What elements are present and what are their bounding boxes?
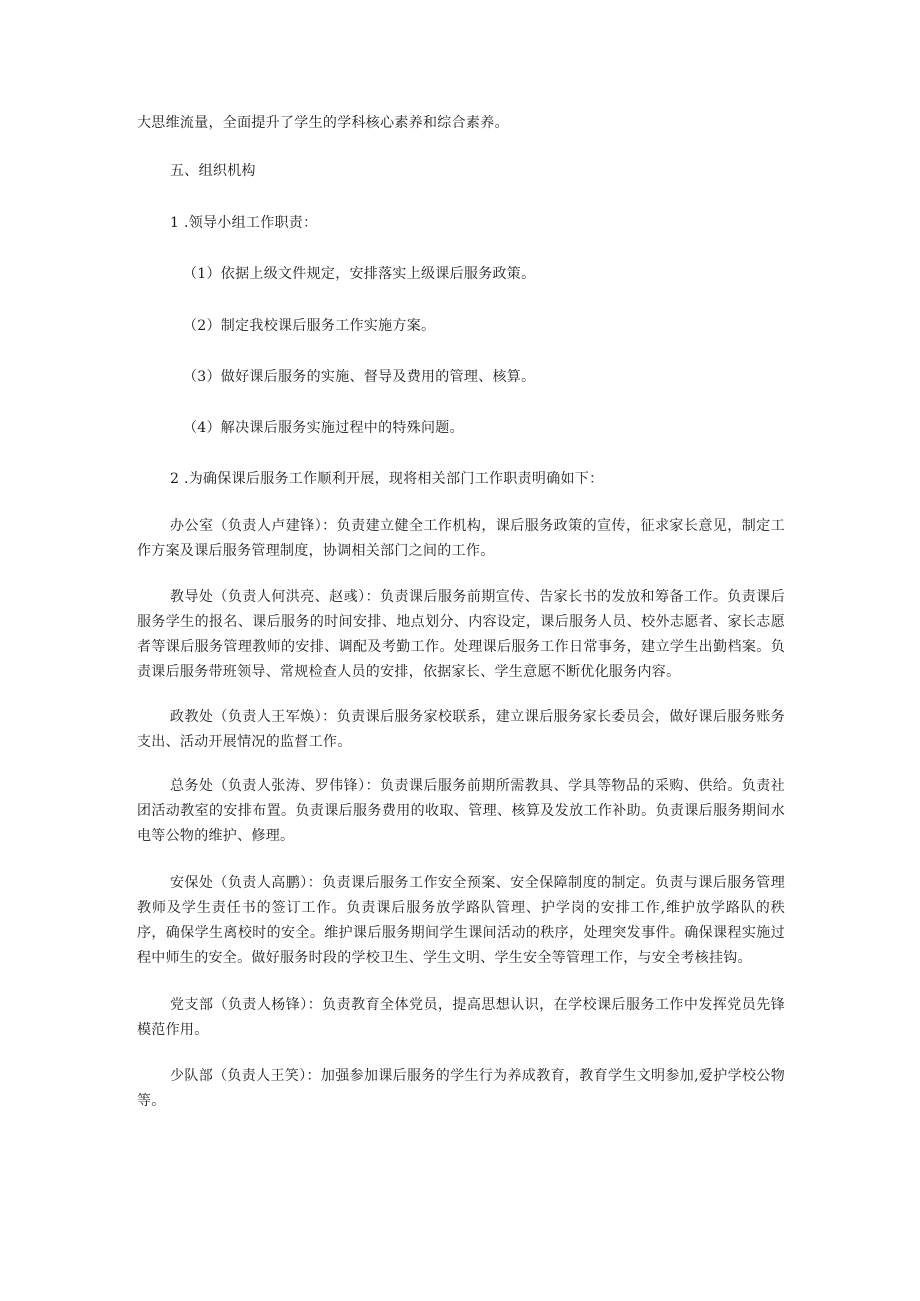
section-heading: 五、组织机构	[170, 163, 256, 179]
department-office: 办公室（负责人卢建锋）：负责建立健全工作机构，课后服务政策的宣传，征求家长意见，制定工作方案及课后服务管理制度，协调相关部门之间的工作。	[137, 518, 785, 559]
item1-subitem-2: （2）制定我校课后服务工作实施方案。	[183, 318, 436, 334]
department-academic-affairs: 教导处（负责人何洪亮、赵彧）：负责课后服务前期宣传、告家长书的发放和筹备工作。负责课后服务学生的报名、课后服务的时间安排、地点划分、内容设定，课后服务人员、校外志愿者、家长志愿者等课后服务管理教师的安排、调配及考勤工作。处理课后服务工作日常事务，建立学生出勤档案。负责课后服务带班领导、常规检查人员的安排，依据家长、学生意愿不断优化服务内容。	[137, 589, 785, 680]
item1-heading: 1 .领导小组工作职责：	[170, 215, 318, 231]
department-political-education: 政教处（负责人王军焕）：负责课后服务家校联系，建立课后服务家长委员会，做好课后服务账务支出、活动开展情况的监督工作。	[137, 709, 785, 750]
continuation-paragraph: 大思维流量，全面提升了学生的学科核心素养和综合素养。	[137, 115, 509, 131]
item2-heading: 2 .为确保课后服务工作顺利开展，现将相关部门工作职责明确如下：	[170, 471, 604, 487]
department-general-affairs: 总务处（负责人张涛、罗伟锋）：负责课后服务前期所需教具、学具等物品的采购、供给。负责社团活动教室的安排布置。负责课后服务费用的收取、管理、核算及发放工作补助。负责课后服务期间水电等公物的维护、修理。	[137, 778, 785, 844]
item1-subitem-4: （4）解决课后服务实施过程中的特殊问题。	[183, 420, 464, 436]
item1-subitem-3: （3）做好课后服务的实施、督导及费用的管理、核算。	[183, 369, 536, 385]
department-young-pioneers: 少队部（负责人王笑）：加强参加课后服务的学生行为养成教育，教育学生文明参加,爱护学校公物等。	[137, 1068, 785, 1109]
item1-subitem-1: （1）依据上级文件规定，安排落实上级课后服务政策。	[183, 266, 536, 282]
department-security: 安保处（负责人高鹏）：负责课后服务工作安全预案、安全保障制度的制定。负责与课后服务管理教师及学生责任书的签订工作。负责课后服务放学路队管理、护学岗的安排工作,维护放学路队的秩序，确保学生离校时的安全。维护课后服务期间学生课间活动的秩序，处理突发事件。确保课程实施过程中师生的安全。做好服务时段的学校卫生、学生文明、学生安全等管理工作，与安全考核挂钩。	[137, 875, 785, 966]
department-party-branch: 党支部（负责人杨锋）：负责教育全体党员，提高思想认识，在学校课后服务工作中发挥党员先锋模范作用。	[137, 997, 785, 1038]
